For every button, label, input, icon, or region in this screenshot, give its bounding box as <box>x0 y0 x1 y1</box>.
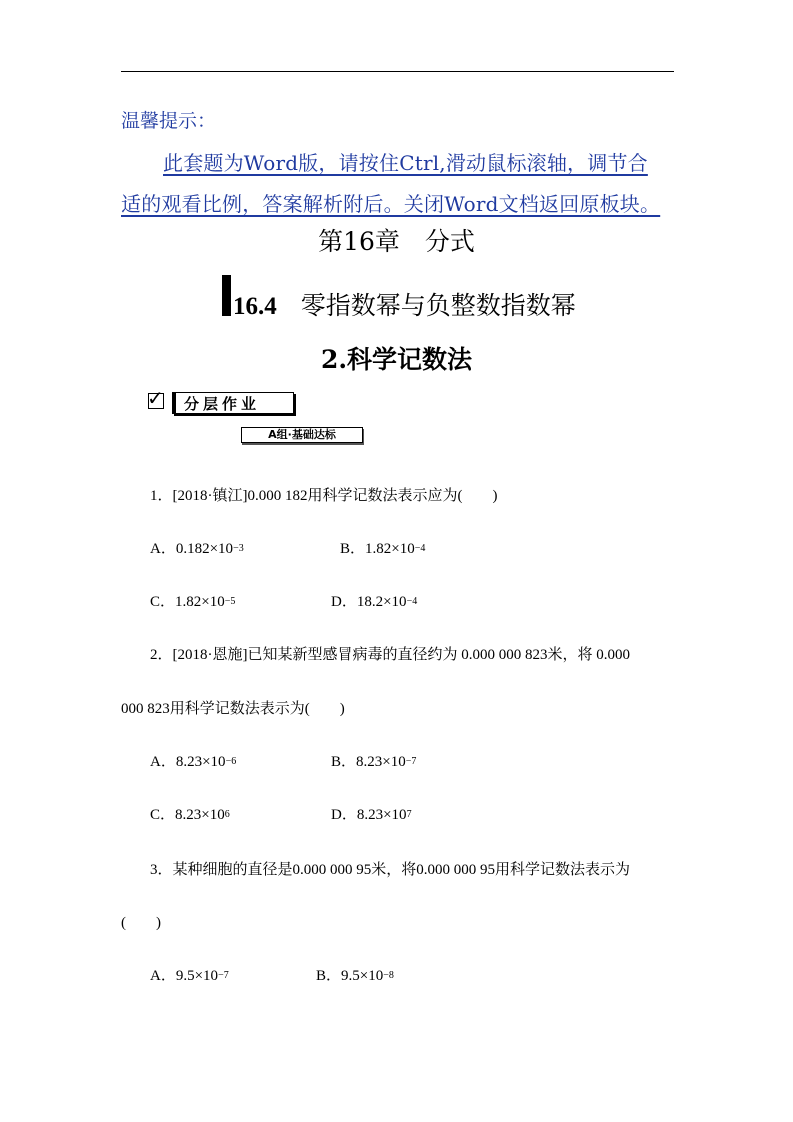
option-value: 9.5×10 <box>341 968 384 984</box>
option-value: 8.23×10 <box>356 754 406 770</box>
chapter-title: 第16章 分式 <box>318 227 475 256</box>
option-exponent: 6 <box>224 809 230 820</box>
group-a-banner: A组·基础达标 <box>241 427 363 443</box>
q2-option-b[interactable] <box>331 750 416 771</box>
section-number: 16.4 <box>233 293 277 320</box>
option-exponent: −8 <box>383 970 394 981</box>
q3-option-b[interactable] <box>316 964 394 985</box>
option-exponent: −4 <box>406 596 418 607</box>
option-value: 8.23×10 <box>356 807 407 823</box>
q2-option-d[interactable] <box>331 803 412 824</box>
option-exponent: −3 <box>233 543 244 554</box>
lesson-subtitle: 2.科学记数法 <box>320 345 473 374</box>
q1-option-a[interactable] <box>150 537 244 558</box>
q1-option-b[interactable] <box>340 537 425 558</box>
q3-option-a[interactable] <box>150 964 229 985</box>
question-3-stem-line-1: 3．某种细胞的直径是0.000 000 95米，将0.000 000 95用科学记数法表示为 <box>150 862 631 878</box>
q1-option-d[interactable] <box>331 590 417 611</box>
section-marker-bar <box>222 275 231 316</box>
q2-option-a[interactable] <box>150 750 236 771</box>
option-label: A． <box>150 968 176 984</box>
option-exponent: −7 <box>218 970 229 981</box>
banner-tick <box>173 393 176 413</box>
option-exponent: −7 <box>405 756 417 767</box>
option-value: 18.2×10 <box>356 594 407 610</box>
option-exponent: 7 <box>406 809 412 820</box>
option-label: D． <box>331 594 357 610</box>
header-rule <box>121 71 674 72</box>
option-value: 8.23×10 <box>175 754 226 770</box>
tip-title: 温馨提示： <box>121 110 217 132</box>
option-value: 0.182×10 <box>175 541 234 557</box>
option-label: A． <box>150 541 176 557</box>
option-exponent: −4 <box>414 543 426 554</box>
option-label: C． <box>150 807 176 823</box>
q1-option-c[interactable] <box>150 590 235 611</box>
tip-line-2[interactable]: 适的观看比例，答案解析附后。关闭Word文档返回原板块。 <box>121 192 661 216</box>
option-label: B． <box>340 541 366 557</box>
tip-line-1[interactable]: 此套题为Word版，请按住Ctrl,滑动鼠标滚轴，调节合 <box>163 151 648 175</box>
option-value: 1.82×10 <box>175 594 225 610</box>
option-label: A． <box>150 754 176 770</box>
section-name: 零指数幂与负整数指数幂 <box>300 291 576 320</box>
option-exponent: −6 <box>225 756 237 767</box>
option-label: C． <box>150 594 176 610</box>
option-value: 9.5×10 <box>175 968 219 984</box>
layer-banner-label: 分层作业 <box>184 394 261 413</box>
option-value: 8.23×10 <box>175 807 225 823</box>
question-2-stem-line-2: 000 823用科学记数法表示为( ) <box>121 701 345 717</box>
option-label: B． <box>316 968 342 984</box>
question-3-stem-line-2: ( ) <box>121 915 161 931</box>
option-value: 1.82×10 <box>365 541 415 557</box>
layer-homework-banner <box>172 392 294 414</box>
question-1-stem: 1．[2018·镇江]0.000 182用科学记数法表示应为( ) <box>150 488 498 504</box>
question-2-stem-line-1: 2．[2018·恩施]已知某新型感冒病毒的直径约为 0.000 000 823米，将 0.000 <box>150 647 630 663</box>
section-title <box>233 286 576 322</box>
q2-option-c[interactable] <box>150 803 230 824</box>
option-exponent: −5 <box>224 596 236 607</box>
option-label: D． <box>331 807 357 823</box>
option-label: B． <box>331 754 357 770</box>
check-mark-icon: ✓ <box>147 386 164 410</box>
